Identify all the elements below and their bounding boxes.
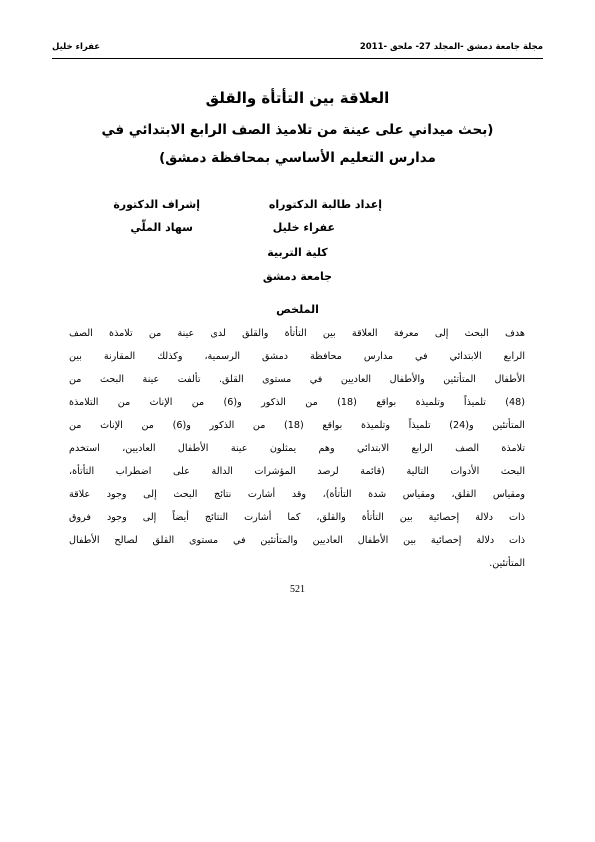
abstract-line: ذات دلالة إحصائية بين التأتأة والقلق، كما أشارت النتائج أيضاً إلى وجود فروق (69, 512, 525, 523)
abstract-line: الرابع الابتدائي في مدارس محافظة دمشق الرسمية، وكذلك المقارنة بين (69, 351, 525, 362)
abstract-line: (48) تلميذاً وتلميذة بواقع (18) من الذكور و(6) من الإناث من التلامذة (69, 397, 525, 408)
author-name: عفراء خليل (272, 221, 335, 234)
running-head-author: عفراء خليل (52, 42, 101, 52)
faculty-name: كلية التربية (267, 246, 328, 259)
abstract-heading: الملخص (276, 303, 319, 316)
page-number: 521 (290, 584, 305, 595)
abstract-line: البحث الأدوات التالية (قائمة لرصد المؤشرات الدالة على اضطراب التأتأة، (69, 466, 525, 477)
abstract-line: تلامذة الصف الرابع الابتدائي وهم يمثلون عينة الأطفال العاديين، استخدم (69, 443, 525, 454)
paper-subtitle-line-1: (بحث ميداني على عينة من تلاميذ الصف الرابع الابتدائي في (101, 122, 494, 138)
paper-subtitle-line-2: مدارس التعليم الأساسي بمحافظة دمشق) (159, 150, 436, 166)
prepared-by-label: إعداد طالبة الدكتوراه (268, 198, 382, 211)
abstract-line: المتأتئين و(24) تلميذاً وتلميذة بواقع (18) من الذكور و(6) من الإناث من (69, 420, 525, 431)
abstract-line: المتأتئين. (489, 558, 525, 569)
supervisor-label: إشراف الدكتورة (113, 198, 200, 211)
abstract-line: الأطفال المتأتئين والأطفال العاديين في مستوى القلق. تألفت عينة البحث من (69, 374, 525, 385)
abstract-line: ذات دلالة إحصائية بين الأطفال العاديين والمتأتئين في مستوى القلق لصالح الأطفال (69, 535, 525, 546)
running-head (52, 42, 543, 59)
abstract-line: ومقياس القلق، ومقياس شدة التأتأة)، وقد أشارت نتائج البحث إلى وجود علاقة (69, 489, 525, 500)
supervisor-name: سهاد الملّي (130, 221, 193, 234)
university-name: جامعة دمشق (262, 270, 333, 283)
abstract-body (69, 322, 525, 575)
journal-citation: مجلة جامعة دمشق -المجلد 27- ملحق -2011 (359, 42, 543, 52)
abstract-line: هدف البحث إلى معرفة العلاقة بين التأتأة والقلق لدى عينة من تلامذة الصف (69, 328, 525, 339)
paper-title: العلاقة بين التأتأة والقلق (205, 89, 390, 107)
